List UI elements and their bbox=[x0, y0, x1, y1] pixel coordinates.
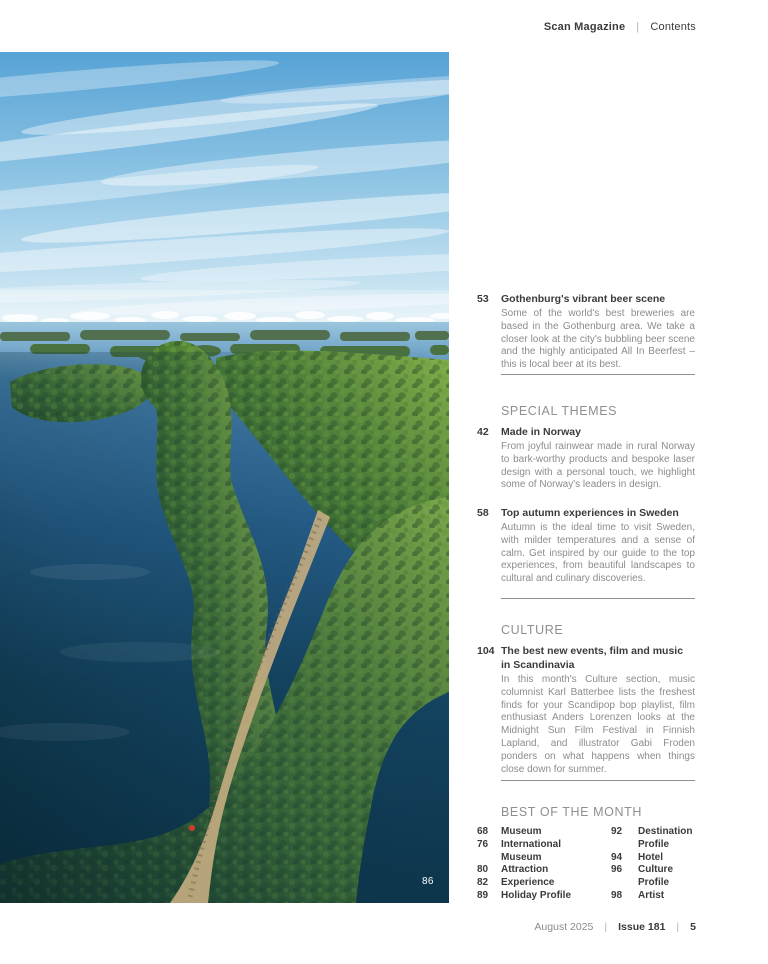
toc-entry-autumn-sweden bbox=[477, 506, 695, 586]
entry-title: Top autumn experiences in Sweden bbox=[501, 507, 679, 519]
list-item bbox=[611, 826, 695, 852]
footer-separator: | bbox=[676, 921, 680, 933]
entry-page-number: 53 bbox=[477, 293, 489, 305]
divider-rule bbox=[501, 598, 695, 599]
item-label: Experience bbox=[501, 877, 555, 889]
divider-rule bbox=[501, 374, 695, 375]
item-label: Museum bbox=[501, 826, 542, 837]
entry-page-number: 104 bbox=[477, 645, 495, 657]
list-item bbox=[611, 890, 695, 903]
contents-label: Contents bbox=[650, 21, 696, 33]
footer-separator: | bbox=[604, 921, 608, 933]
issue-date: August 2025 bbox=[534, 921, 594, 933]
list-item bbox=[477, 890, 589, 903]
entry-description: In this month's Culture section, music columnist Karl Batterbee lists the freshest finds for your Scandipop bop playlist, film enthusiast Anders Lorenzen looks at the Midnight Sun Film Festival in Finnish Lapland, and illustrator Gabi Froden ponders on what happens when things close down for summer. bbox=[501, 674, 695, 775]
best-of-left-column bbox=[477, 826, 589, 903]
best-of-right-column bbox=[611, 826, 695, 903]
entry-description: Autumn is the ideal time to visit Sweden, with milder temperatures and a sense of calm. Get inspired by our guide to the top experiences, from beautiful landscapes to cultural and culinary discoveries. bbox=[501, 522, 695, 585]
item-page-number: 76 bbox=[477, 838, 489, 850]
entry-title: Gothenburg's vibrant beer scene bbox=[501, 293, 666, 305]
photo-page-number: 86 bbox=[422, 876, 434, 887]
item-page-number: 80 bbox=[477, 864, 489, 876]
toc-entry-made-in-norway bbox=[477, 425, 695, 492]
item-label: Attraction bbox=[501, 864, 549, 876]
entry-title: The best new events, film and music in Scandinavia bbox=[501, 645, 684, 671]
list-item bbox=[611, 864, 695, 890]
cover-photo bbox=[0, 52, 449, 903]
item-label: Artist bbox=[638, 889, 665, 901]
item-label: Hotel bbox=[638, 851, 663, 863]
header-separator: | bbox=[636, 21, 640, 33]
item-page-number: 89 bbox=[477, 889, 489, 901]
contents-column bbox=[477, 0, 695, 964]
list-item bbox=[477, 877, 589, 890]
toc-entry-culture bbox=[477, 644, 695, 776]
entry-description: From joyful rainwear made in rural Norway to bark-worthy products and bespoke laser design with a personal touch, we highlight some of Norway's leaders in design. bbox=[501, 441, 695, 491]
section-heading-special-themes: SPECIAL THEMES bbox=[501, 404, 618, 418]
magazine-title: Scan Magazine bbox=[543, 21, 626, 33]
divider-rule bbox=[501, 780, 695, 781]
folio-page-number: 5 bbox=[690, 921, 696, 933]
item-label: International Museum bbox=[501, 838, 562, 863]
item-page-number: 68 bbox=[477, 826, 489, 837]
item-page-number: 92 bbox=[611, 826, 623, 837]
section-heading-culture: CULTURE bbox=[501, 623, 564, 637]
list-item bbox=[477, 864, 589, 877]
item-page-number: 96 bbox=[611, 864, 623, 876]
item-label: Culture Profile bbox=[638, 864, 673, 889]
issue-number: Issue 181 bbox=[618, 921, 666, 933]
entry-title: Made in Norway bbox=[501, 426, 581, 438]
entry-description: Some of the world's best breweries are based in the Gothenburg area. We take a closer look at the city's bubbling beer scene and the highly anticipated All In Beerfest – this is local beer at its best. bbox=[501, 308, 695, 371]
list-item bbox=[477, 826, 589, 839]
lake-aerial-illustration bbox=[0, 52, 449, 903]
section-heading-best-of-month: BEST OF THE MONTH bbox=[501, 805, 642, 819]
item-label: Holiday Profile bbox=[501, 889, 572, 901]
item-label: Destination Profile bbox=[638, 826, 693, 850]
list-item bbox=[477, 839, 589, 865]
item-page-number: 94 bbox=[611, 851, 623, 863]
toc-entry-beer-scene bbox=[477, 292, 695, 372]
item-page-number: 98 bbox=[611, 889, 623, 901]
page-footer bbox=[400, 921, 696, 933]
list-item bbox=[611, 852, 695, 865]
entry-page-number: 58 bbox=[477, 507, 489, 519]
entry-page-number: 42 bbox=[477, 426, 489, 438]
item-page-number: 82 bbox=[477, 877, 489, 889]
